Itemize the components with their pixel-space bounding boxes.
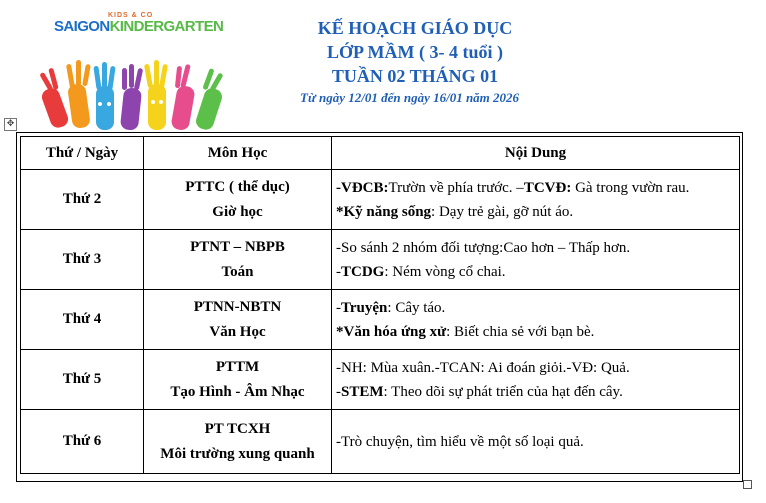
content-label: Truyện xyxy=(341,299,388,316)
header-subject: Môn Học xyxy=(144,137,332,170)
subject-line: Giờ học xyxy=(212,203,263,220)
content-label: TCVĐ: xyxy=(523,179,572,196)
content-line xyxy=(336,260,738,284)
content-line xyxy=(336,296,738,320)
content-cell xyxy=(332,290,740,350)
day-cell: Thứ 2 xyxy=(21,170,144,230)
day-cell: Thứ 6 xyxy=(21,410,144,474)
content-text: : Biết chia sẻ với bạn bè. xyxy=(446,323,595,340)
header-day: Thứ / Ngày xyxy=(21,137,144,170)
subject-line: PTTM xyxy=(215,358,260,375)
content-text: - xyxy=(336,263,341,280)
content-line xyxy=(336,200,738,224)
table-row xyxy=(21,170,740,230)
date-range: Từ ngày 12/01 đến ngày 16/01 năm 2026 xyxy=(300,90,520,105)
class-line: LỚP MẦM ( 3- 4 tuổi ) xyxy=(327,42,503,62)
content-text: : Cây táo. xyxy=(387,299,446,316)
content-line xyxy=(336,176,738,200)
school-logo xyxy=(54,12,224,38)
content-label: *Kỹ năng sống xyxy=(336,203,432,220)
content-cell xyxy=(332,350,740,410)
subject-line: Tạo Hình - Âm Nhạc xyxy=(170,383,305,400)
content-text: Trườn về phía trước. – xyxy=(388,179,524,196)
logo-tagline: KIDS & CO xyxy=(108,12,154,19)
content-text: : Theo dõi sự phát triển của hạt đến cây. xyxy=(383,383,623,400)
lesson-plan-table xyxy=(20,136,740,474)
content-line xyxy=(336,236,738,260)
content-label: *Văn hóa ứng xử xyxy=(336,323,447,340)
content-text: - xyxy=(336,299,341,316)
subject-line: Môi trường xung quanh xyxy=(160,445,315,462)
content-text: - xyxy=(336,383,341,400)
content-cell xyxy=(332,230,740,290)
subject-line: PTTC ( thể dục) xyxy=(185,178,290,195)
content-line xyxy=(336,320,738,344)
day-cell: Thứ 3 xyxy=(21,230,144,290)
table-row xyxy=(21,230,740,290)
subject-cell xyxy=(144,410,332,474)
table-resize-handle[interactable] xyxy=(743,480,752,489)
day-cell: Thứ 4 xyxy=(21,290,144,350)
table-row xyxy=(21,350,740,410)
content-text: -NH: Mùa xuân.-TCAN: Ai đoán giỏi.-VĐ: Quả. xyxy=(336,359,630,376)
table-header-row xyxy=(21,137,740,170)
logo-brand-part1: SAIGON xyxy=(54,18,110,35)
content-text: : Dạy trẻ gài, gỡ nút áo. xyxy=(431,203,574,220)
content-text: -So sánh 2 nhóm đối tượng:Cao hơn – Thấp hơn. xyxy=(336,239,631,256)
subject-cell xyxy=(144,230,332,290)
table-row xyxy=(21,290,740,350)
document-title: KẾ HOẠCH GIÁO DỤC xyxy=(317,18,513,38)
content-line xyxy=(336,430,738,454)
painted-hands-icon xyxy=(40,58,232,130)
content-line xyxy=(336,356,738,380)
four-arrows-icon[interactable]: ✥ xyxy=(4,118,17,131)
logo-brand xyxy=(54,18,223,35)
content-line xyxy=(336,380,738,404)
subject-line: PT TCXH xyxy=(204,420,271,437)
day-cell: Thứ 5 xyxy=(21,350,144,410)
subject-line: Toán xyxy=(221,263,254,280)
subject-line: PTNN-NBTN xyxy=(193,298,282,315)
subject-cell xyxy=(144,290,332,350)
subject-line: PTNT – NBPB xyxy=(190,238,285,255)
subject-cell xyxy=(144,350,332,410)
table-row xyxy=(21,410,740,474)
document-title-block xyxy=(290,16,540,88)
content-text: Gà trong vườn rau. xyxy=(571,179,690,196)
content-label: -VĐCB: xyxy=(336,179,389,196)
subject-cell xyxy=(144,170,332,230)
content-cell xyxy=(332,170,740,230)
header-content: Nội Dung xyxy=(332,137,740,170)
week-line: TUẦN 02 THÁNG 01 xyxy=(331,66,499,86)
content-label: TCDG xyxy=(341,263,385,280)
content-cell xyxy=(332,410,740,474)
logo-brand-part2: KINDERGARTEN xyxy=(109,18,224,35)
subject-line: Văn Học xyxy=(209,323,266,340)
content-text: -Trò chuyện, tìm hiểu về một số loại quả. xyxy=(336,433,584,450)
content-label: STEM xyxy=(341,383,384,400)
content-text: : Ném vòng cổ chai. xyxy=(384,263,506,280)
